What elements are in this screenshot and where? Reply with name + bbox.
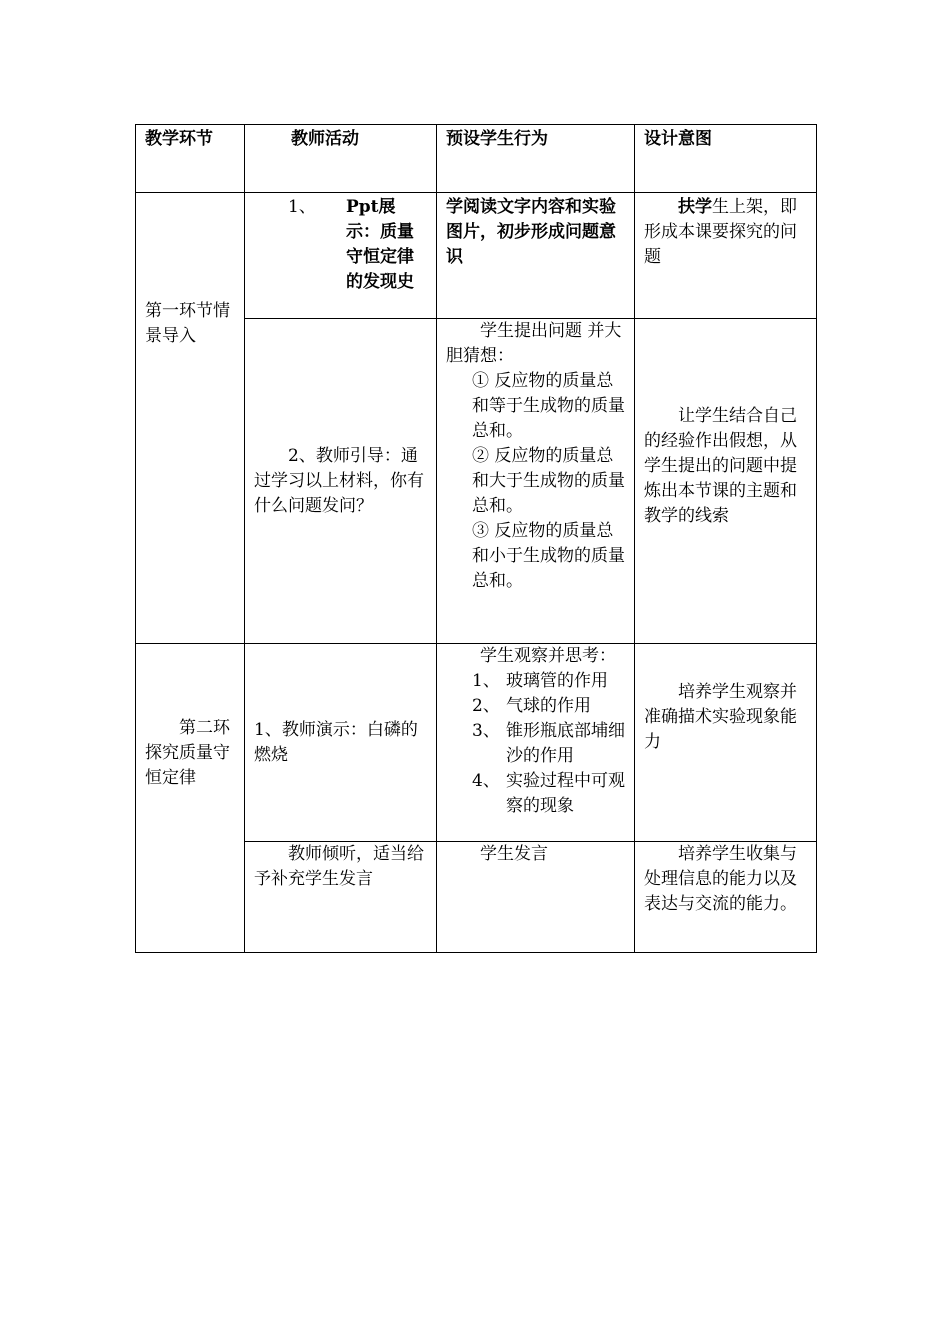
teacher-activity-cell: 1、教师演示：白磷的燃烧: [245, 644, 437, 842]
list-item: [446, 694, 625, 719]
list-item-text: 气球的作用: [506, 696, 591, 716]
list-item-text: 玻璃管的作用: [506, 671, 608, 691]
list-item-number: 1、: [472, 671, 500, 691]
header-stage: 教学环节: [136, 125, 245, 193]
teacher-activity-text: Ppt展示：质量守恒定律的发现史: [346, 197, 414, 292]
list-item: ② 反应物的质量总和大于生成物的质量总和。: [472, 446, 625, 516]
list-item-number: 4、: [472, 771, 500, 791]
student-behavior-cell: [437, 319, 635, 644]
design-intent-cell: 让学生结合自己的经验作出假想，从学生提出的问题中提炼出本节课的主题和教学的线索: [635, 319, 817, 644]
list-item: ① 反应物的质量总和等于生成物的质量总和。: [472, 371, 625, 441]
stage-cell-1: 第一环节情景导入: [136, 193, 245, 644]
list-item-number: 2、: [472, 696, 500, 716]
teacher-activity-cell: [245, 193, 437, 319]
list-item-text: 锥形瓶底部埔细沙的作用: [506, 721, 625, 766]
table-row: [136, 644, 817, 842]
hypothesis-list: [446, 369, 625, 594]
student-intro-text: 学生观察并思考：: [480, 646, 616, 666]
intent-text: 生上架，即形成本课要探究的问题: [644, 197, 797, 267]
teacher-item-number: 1、: [288, 197, 316, 217]
table-row: [136, 193, 817, 319]
lesson-plan-table: [135, 124, 817, 953]
list-item: [446, 669, 625, 694]
observation-list: [446, 669, 625, 819]
header-teacher-activity: 教师活动: [245, 125, 437, 193]
list-item-number: 3、: [472, 721, 500, 741]
table-header-row: [136, 125, 817, 193]
student-behavior-cell: [437, 644, 635, 842]
list-item-text: 实验过程中可观察的现象: [506, 771, 625, 816]
student-behavior-cell: 学生发言: [437, 842, 635, 953]
design-intent-cell: 培养学生观察并准确描术实验现象能力: [635, 644, 817, 842]
teacher-activity-cell: 教师倾听，适当给予补充学生发言: [245, 842, 437, 953]
stage-cell-2: 第二环探究质量守恒定律: [136, 644, 245, 953]
list-item: [446, 769, 625, 819]
student-behavior-cell: 学阅读文字内容和实验图片，初步形成问题意识: [437, 193, 635, 319]
header-student-behavior: 预设学生行为: [437, 125, 635, 193]
design-intent-cell: [635, 193, 817, 319]
teacher-activity-cell: 2、教师引导：通过学习以上材料，你有什么问题发问？: [245, 319, 437, 644]
design-intent-cell: 培养学生收集与处理信息的能力以及表达与交流的能力。: [635, 842, 817, 953]
intent-bold-text: 扶学: [678, 197, 712, 217]
header-design-intent: 设计意图: [635, 125, 817, 193]
list-item: ③ 反应物的质量总和小于生成物的质量总和。: [472, 521, 625, 591]
list-item: [446, 719, 625, 769]
student-intro-text: 学生提出问题 并大胆猜想：: [446, 321, 622, 366]
